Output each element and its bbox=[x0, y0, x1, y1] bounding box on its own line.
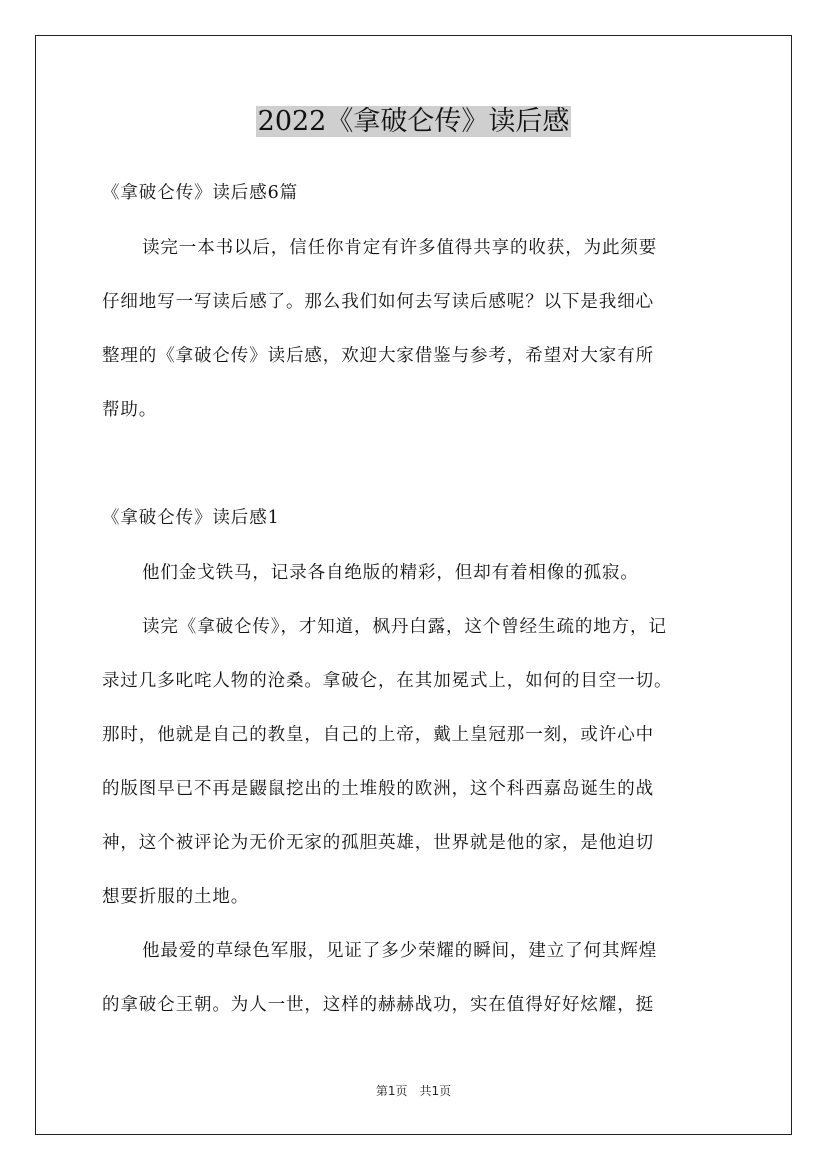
document-title-text: 2022《拿破仑传》读后感 bbox=[257, 106, 570, 137]
page-footer bbox=[0, 1083, 827, 1099]
page-total: 共1页 bbox=[419, 1084, 452, 1098]
intro-line: 仔细地写一写读后感了。那么我们如何去写读后感呢？以下是我细心 bbox=[102, 292, 654, 312]
paragraph-line: 他最爱的草绿色军服，见证了多少荣耀的瞬间，建立了何其辉煌 bbox=[142, 941, 658, 961]
intro-line: 帮助。 bbox=[102, 400, 158, 420]
document-subtitle: 《拿破仑传》读后感6篇 bbox=[102, 183, 299, 203]
paragraph-line: 的版图早已不再是鼹鼠挖出的土堆般的欧洲，这个科西嘉岛诞生的战 bbox=[102, 779, 654, 799]
paragraph-line: 神，这个被评论为无价无家的孤胆英雄，世界就是他的家，是他迫切 bbox=[102, 833, 654, 853]
paragraph-line: 读完《拿破仑传》，才知道，枫丹白露，这个曾经生疏的地方，记 bbox=[142, 617, 667, 637]
paragraph-line: 那时，他就是自己的教皇，自己的上帝，戴上皇冠那一刻，或许心中 bbox=[102, 725, 654, 745]
page-number: 第1页 bbox=[375, 1084, 408, 1098]
paragraph-line: 他们金戈铁马，记录各自绝版的精彩，但却有着相像的孤寂。 bbox=[142, 563, 639, 583]
intro-line: 读完一本书以后，信任你肯定有许多值得共享的收获，为此须要 bbox=[142, 238, 658, 258]
intro-line: 整理的《拿破仑传》读后感，欢迎大家借鉴与参考，希望对大家有所 bbox=[102, 346, 654, 366]
paragraph-line: 想要折服的土地。 bbox=[102, 887, 250, 907]
paragraph-line: 录过几多叱咤人物的沧桑。拿破仑，在其加冕式上，如何的目空一切。 bbox=[102, 671, 673, 691]
document-title bbox=[0, 101, 827, 143]
section-heading: 《拿破仑传》读后感1 bbox=[102, 508, 280, 528]
paragraph-line: 的拿破仑王朝。为人一世，这样的赫赫战功，实在值得好好炫耀，挺 bbox=[102, 995, 654, 1015]
